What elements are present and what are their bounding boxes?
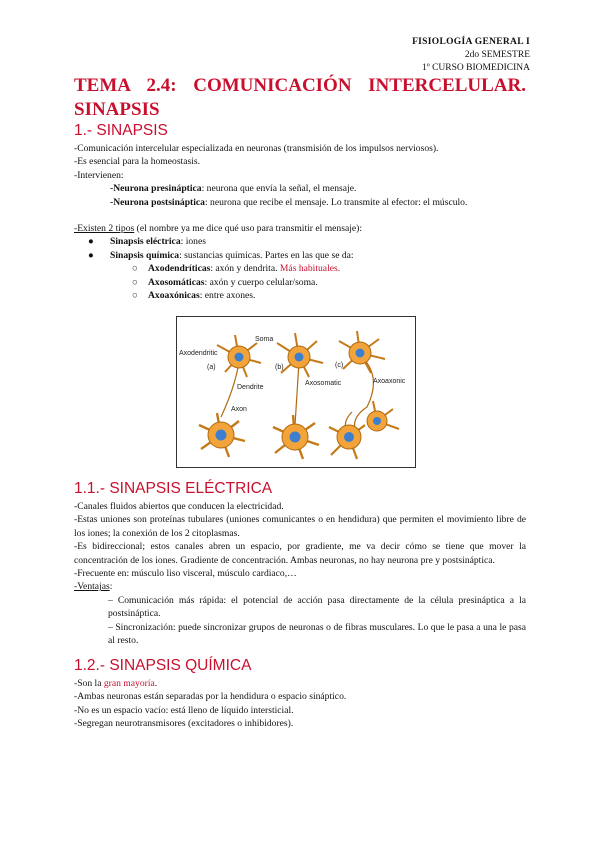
section-1-1-body [74, 500, 526, 647]
page-title: TEMA 2.4: COMUNICACIÓN INTERCELULAR. SINAPSIS [74, 75, 526, 120]
circle-bullet-icon: ○ [132, 276, 138, 288]
circle-bullet-icon: ○ [132, 290, 138, 302]
s1-line-3: -Intervienen: [74, 169, 124, 181]
s11-line-3: -Es bidireccional; estos canales abren un espacio, por gradiente, me va decir cómo se tiene que mover la concentración de los iones. Gradiente de concentración. Ambas neuronas, no hay neurona pre y postsináptica. [74, 541, 526, 566]
circle-bullet-icon: ○ [132, 263, 138, 275]
bullet-icon: ● [88, 236, 94, 248]
section-1-body [74, 142, 526, 302]
label-axon: Axon [231, 406, 247, 413]
bullet-icon: ● [88, 249, 94, 261]
header-semester: 2do SEMESTRE [464, 50, 530, 60]
neuron-bottom-right-a [329, 425, 365, 459]
neuron-bottom-middle [273, 415, 319, 459]
neuron-top-right [339, 331, 385, 373]
s1-presynaptic: -Neurona presináptica: neurona que envía la señal, el mensaje. [110, 183, 357, 195]
s12-line-1: -Son la gran mayoría. [74, 678, 158, 689]
s1-line-2: -Es esencial para la homeostasis. [74, 156, 201, 168]
s1-electrical-item: ● Sinapsis eléctrica: iones [88, 236, 206, 248]
s11-line-4: -Frecuente en: músculo liso visceral, músculo cardiaco,… [74, 568, 297, 580]
synapse-types-figure [176, 316, 416, 468]
s12-line-3: -No es un espacio vacío: está lleno de líquido intersticial. [74, 704, 294, 716]
neuron-diagram [177, 317, 415, 467]
s1-chemical-item: ● Sinapsis química: sustancias químicas. Partes en las que se da: [88, 249, 354, 261]
s1-types: -Existen 2 tipos (el nombre ya me dice qué uso para transmitir el mensaje): [74, 223, 363, 235]
s11-advantages: -Ventajas: [74, 581, 113, 593]
s1-axodendritic-item: ○ Axodendríticas: axón y dendrita. Más habituales. [132, 263, 341, 275]
label-dendrite: Dendrite [237, 384, 264, 391]
label-axoaxonic: Axoaxonic [373, 378, 406, 385]
s1-postsynaptic: -Neurona postsináptica: neurona que recibe el mensaje. Lo transmite al efector: el músculo. [110, 196, 468, 208]
s12-line-2: -Ambas neuronas están separadas por la hendidura o espacio sináptico. [74, 691, 347, 703]
s11-line-2: -Estas uniones son proteínas tubulares (uniones comunicantes o en hendidura) que permiten el movimiento libre de los iones; la conexión de los 2 citoplasmas. [74, 514, 526, 539]
label-axodendritic: Axodendritic [179, 350, 218, 357]
section-1-1-heading: 1.1.- SINAPSIS ELÉCTRICA [74, 480, 273, 497]
header-course: FISIOLOGÍA GENERAL I [412, 37, 530, 47]
header-degree: 1º CURSO BIOMEDICINA [422, 63, 530, 73]
section-1-heading: 1.- SINAPSIS [74, 122, 168, 139]
s1-axoaxonic-item: ○ Axoaxónicas: entre axones. [132, 290, 256, 302]
label-soma: Soma [255, 336, 274, 343]
s11-advantage-1: – Comunicación más rápida: el potencial de acción pasa directamente de la célula presináptica a la postsináptica. [108, 594, 526, 620]
s1-line-1: -Comunicación intercelular especializada en neuronas (transmisión de los impulsos nerviosos). [74, 143, 439, 154]
s11-line-1: -Canales fluidos abiertos que conducen la electricidad. [74, 501, 284, 512]
document-header [412, 36, 530, 75]
label-c: (c) [335, 362, 344, 369]
section-1-2-body [74, 677, 526, 731]
neuron-top-middle [277, 333, 323, 377]
label-b: (b) [275, 364, 284, 371]
s1-axosomatic-item: ○ Axosomáticas: axón y cuerpo celular/soma. [132, 276, 318, 288]
neuron-bottom-left [199, 413, 245, 457]
label-axosomatic: Axosomatic [305, 380, 342, 387]
s12-line-4: -Segregan neurotransmisores (excitadores o inhibidores). [74, 718, 294, 730]
s11-advantage-2: – Sincronización: puede sincronizar grupos de neuronas o de fibras musculares. Lo que le pasa a una le pasa al resto. [108, 621, 526, 647]
section-1-2-heading: 1.2.- SINAPSIS QUÍMICA [74, 657, 252, 674]
neuron-bottom-right-b [367, 401, 399, 431]
label-a: (a) [207, 364, 216, 371]
